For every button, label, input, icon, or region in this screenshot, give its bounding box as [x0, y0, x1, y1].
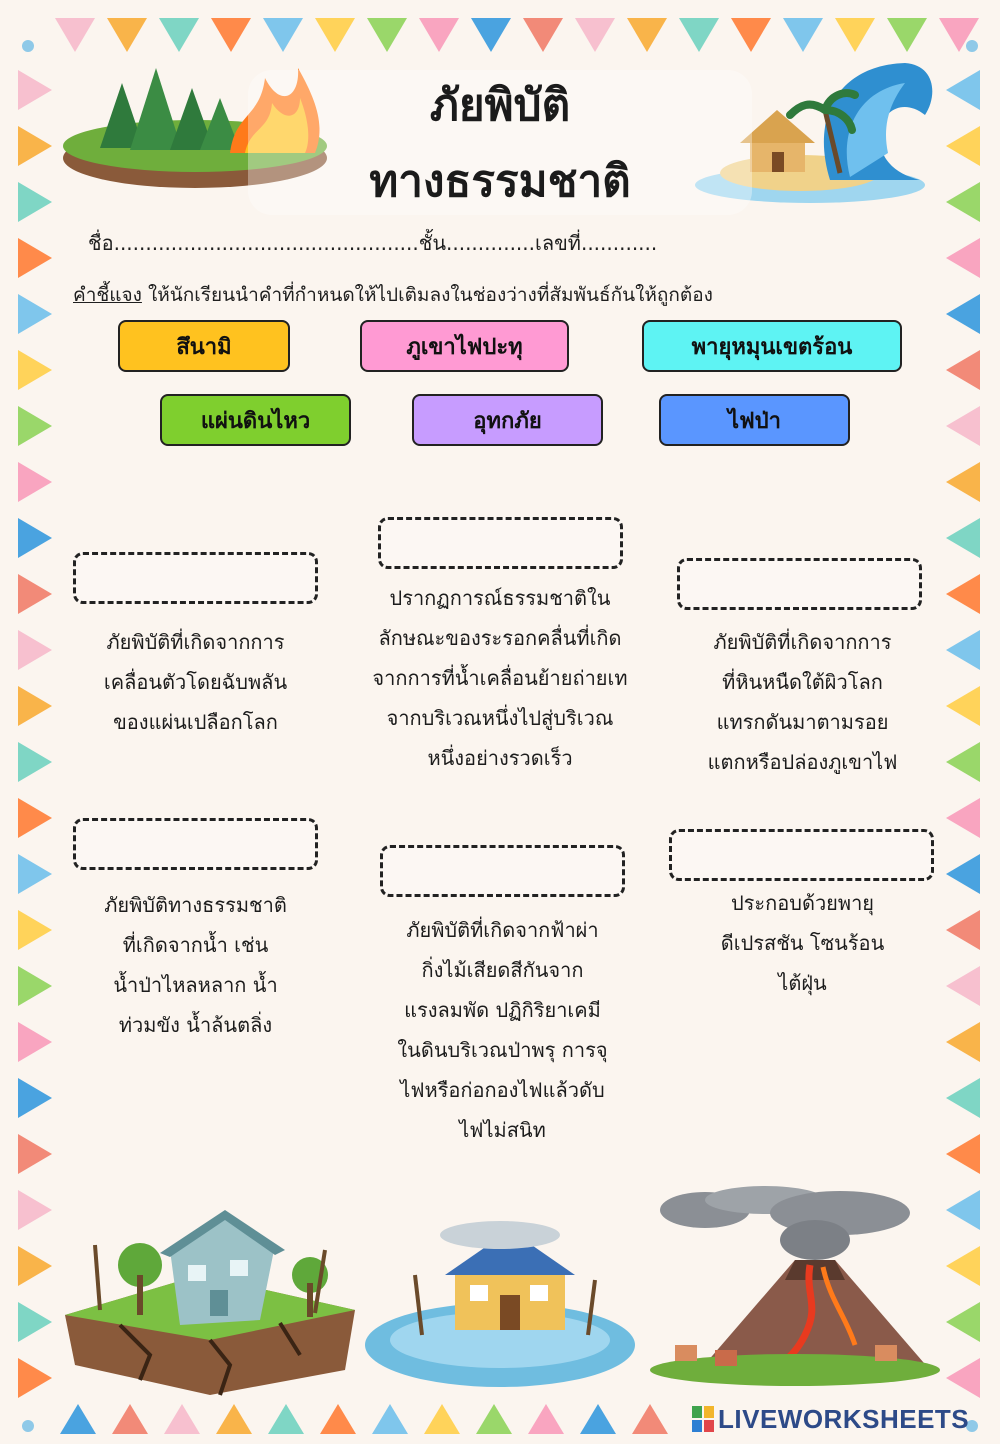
answer-box-5[interactable]	[380, 845, 625, 897]
instruction	[73, 280, 713, 310]
word-card-forest-fire[interactable]: ไฟป่า	[659, 394, 850, 446]
border-triangle	[60, 1404, 96, 1434]
border-triangle	[424, 1404, 460, 1434]
description-line: จากบริเวณหนึ่งไปสู่บริเวณ	[386, 706, 614, 730]
border-triangle	[946, 70, 980, 110]
border-triangle	[18, 238, 52, 278]
liveworksheets-brand[interactable]: LIVEWORKSHEETS	[718, 1404, 970, 1434]
border-triangle	[367, 18, 407, 52]
border-triangle	[528, 1404, 564, 1434]
border-triangle	[18, 294, 52, 334]
border-triangle	[159, 18, 199, 52]
border-triangle	[18, 1078, 52, 1118]
border-triangle	[580, 1404, 616, 1434]
border-triangle	[315, 18, 355, 52]
border-triangle	[476, 1404, 512, 1434]
answer-box-1[interactable]	[73, 552, 318, 604]
border-triangle	[946, 1358, 980, 1398]
border-triangle	[946, 182, 980, 222]
border-dot	[22, 1420, 34, 1432]
liveworksheets-logo-icon	[692, 1406, 714, 1432]
page-title-line2: ทางธรรมชาติ	[369, 156, 631, 207]
description-line: น้ำป่าไหลหลาก น้ำ	[113, 973, 278, 997]
border-triangle	[946, 910, 980, 950]
border-triangle	[946, 1302, 980, 1342]
description-line: ไต้ฝุ่น	[778, 971, 827, 995]
border-triangle	[946, 686, 980, 726]
border-triangle	[632, 1404, 668, 1434]
border-triangle	[523, 18, 563, 52]
border-triangle	[112, 1404, 148, 1434]
description-6	[670, 883, 935, 1003]
border-triangle	[18, 182, 52, 222]
description-line: ในดินบริเวณป่าพรุ การจุ	[397, 1038, 608, 1062]
border-triangle	[946, 1246, 980, 1286]
border-triangle	[946, 406, 980, 446]
border-triangle	[18, 126, 52, 166]
description-line: ดีเปรสชัน โซนร้อน	[720, 931, 885, 955]
border-triangle	[946, 574, 980, 614]
description-1	[63, 622, 328, 742]
border-triangle	[946, 350, 980, 390]
border-triangle	[18, 742, 52, 782]
border-triangle	[887, 18, 927, 52]
border-triangle	[18, 966, 52, 1006]
description-line: ปรากฏการณ์ธรรมชาติใน	[389, 586, 611, 610]
description-line: ไฟหรือก่อกองไฟแล้วดับ	[400, 1078, 605, 1102]
border-triangle	[946, 1134, 980, 1174]
border-triangle	[946, 518, 980, 558]
description-line: จากการที่น้ำเคลื่อนย้ายถ่ายเท	[372, 666, 628, 690]
border-triangle	[18, 462, 52, 502]
word-card-earthquake[interactable]: แผ่นดินไหว	[160, 394, 351, 446]
description-line: ภัยพิบัติทางธรรมชาติ	[104, 893, 287, 917]
border-triangle	[18, 1246, 52, 1286]
border-triangle	[946, 630, 980, 670]
class-field[interactable]: ..............	[446, 231, 536, 255]
answer-box-3[interactable]	[677, 558, 922, 610]
description-4	[63, 885, 328, 1045]
border-triangle	[268, 1404, 304, 1434]
description-line: แทรกดันมาตามรอย	[716, 710, 889, 734]
instruction-text: ให้นักเรียนนำคำที่กำหนดให้ไปเติมลงในช่องว่างที่สัมพันธ์กันให้ถูกต้อง	[141, 284, 713, 306]
description-line: ไฟไม่สนิท	[459, 1118, 546, 1142]
border-triangle	[55, 18, 95, 52]
border-triangle	[320, 1404, 356, 1434]
border-triangle	[107, 18, 147, 52]
border-triangle	[946, 966, 980, 1006]
description-line: ประกอบด้วยพายุ	[730, 891, 875, 915]
description-line: ภัยพิบัติที่เกิดจากการ	[713, 630, 892, 654]
border-triangle	[263, 18, 303, 52]
word-card-tropical-cyclone[interactable]: พายุหมุนเขตร้อน	[642, 320, 902, 372]
border-triangle	[18, 1134, 52, 1174]
border-triangle	[946, 238, 980, 278]
earthquake-illustration	[60, 1205, 360, 1400]
border-triangle	[18, 630, 52, 670]
border-triangle	[946, 854, 980, 894]
border-triangle	[946, 1022, 980, 1062]
word-card-tsunami[interactable]: สึนามิ	[118, 320, 290, 372]
description-line: เคลื่อนตัวโดยฉับพลัน	[103, 670, 288, 694]
word-card-flood[interactable]: อุทกภัย	[412, 394, 603, 446]
border-triangle	[946, 462, 980, 502]
class-label: ชั้น	[418, 231, 446, 255]
description-line: กิ่งไม้เสียดสีกันจาก	[421, 958, 584, 982]
border-triangle	[18, 910, 52, 950]
border-triangle	[164, 1404, 200, 1434]
border-triangle	[731, 18, 771, 52]
border-triangle	[18, 574, 52, 614]
border-triangle	[946, 798, 980, 838]
border-triangle	[946, 126, 980, 166]
border-triangle	[783, 18, 823, 52]
border-triangle	[946, 1078, 980, 1118]
border-triangle	[946, 742, 980, 782]
border-dot	[22, 40, 34, 52]
border-triangle	[419, 18, 459, 52]
description-line: ที่หินหนืดใต้ผิวโลก	[722, 670, 883, 694]
description-2	[330, 578, 670, 778]
description-5	[350, 910, 655, 1150]
page-title-line1: ภัยพิบัติ	[429, 80, 571, 131]
border-triangle	[471, 18, 511, 52]
border-triangle	[627, 18, 667, 52]
border-triangle	[575, 18, 615, 52]
description-line: ของแผ่นเปลือกโลก	[113, 710, 278, 734]
number-label: เลขที่	[535, 231, 581, 255]
border-triangle	[372, 1404, 408, 1434]
border-triangle	[211, 18, 251, 52]
border-triangle	[18, 686, 52, 726]
volcano-illustration	[645, 1185, 940, 1390]
border-triangle	[946, 1190, 980, 1230]
border-triangle	[18, 1358, 52, 1398]
border-triangle	[18, 798, 52, 838]
answer-box-6[interactable]	[669, 829, 934, 881]
description-line: ภัยพิบัติที่เกิดจากฟ้าผ่า	[406, 918, 599, 942]
border-triangle	[18, 406, 52, 446]
border-triangle	[18, 1190, 52, 1230]
border-triangle	[18, 518, 52, 558]
border-triangle	[216, 1404, 252, 1434]
description-line: แตกหรือปล่องภูเขาไฟ	[707, 750, 898, 774]
border-triangle	[18, 70, 52, 110]
description-line: ท่วมขัง น้ำล้นตลิ่ง	[118, 1013, 273, 1037]
answer-box-4[interactable]	[73, 818, 318, 870]
flood-illustration	[360, 1215, 640, 1390]
description-line: แรงลมพัด ปฏิกิริยาเคมี	[404, 998, 601, 1022]
word-card-volcano[interactable]: ภูเขาไฟปะทุ	[360, 320, 569, 372]
border-triangle	[18, 350, 52, 390]
border-triangle	[679, 18, 719, 52]
instruction-label: คำชี้แจง	[73, 284, 142, 306]
name-label: ชื่อ	[88, 231, 114, 255]
border-triangle	[946, 294, 980, 334]
description-line: ลักษณะของระรอกคลื่นที่เกิด	[378, 626, 622, 650]
border-triangle	[18, 1302, 52, 1342]
description-line: ภัยพิบัติที่เกิดจากการ	[106, 630, 285, 654]
description-3	[670, 622, 935, 782]
description-line: หนึ่งอย่างรวดเร็ว	[427, 746, 573, 770]
border-triangle	[18, 854, 52, 894]
border-triangle	[835, 18, 875, 52]
student-info-line	[88, 227, 657, 259]
name-field[interactable]: ................................................	[113, 231, 419, 255]
border-triangle	[18, 1022, 52, 1062]
number-field[interactable]: ............	[580, 231, 658, 255]
border-dot	[966, 40, 978, 52]
answer-box-2[interactable]	[378, 517, 623, 569]
description-line: ที่เกิดจากน้ำ เช่น	[122, 933, 269, 957]
